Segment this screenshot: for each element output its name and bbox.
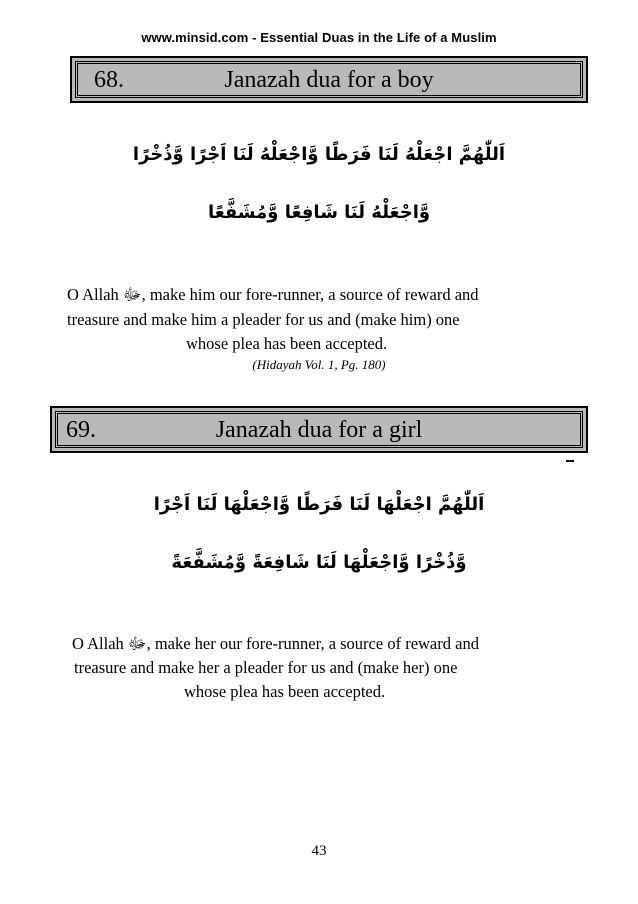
dua-69-translation-line-2: treasure and make her a pleader for us and (make her) one [74,658,458,677]
dua-68-title-inner [77,63,581,96]
dua-68-reference: (Hidayah Vol. 1, Pg. 180) [252,357,386,372]
dua-69-title: Janazah dua for a girl [215,417,423,443]
page-header: www.minsid.com - Essential Duas in the Life of a Muslim [141,30,497,45]
dua-68-title: Janazah dua for a boy [224,67,434,93]
dua-68-translation-line-3: whose plea has been accepted. [186,334,388,353]
dua-68-title-box [70,56,588,103]
dua-68-number: 68. [94,67,124,93]
dua-69-translation-line-1: O Allah ﷻ, make her our fore-runner, a source of reward and [72,634,479,653]
dua-69-title-box [50,406,588,453]
dua-69-arabic-line-1: اَللّٰهُمَّ اجْعَلْهَا لَنَا فَرَطًا وَّاجْعَلْهَا لَنَا اَجْرًا [153,494,485,515]
dua-68-translation-line-2: treasure and make him a pleader for us and (make him) one [67,310,460,329]
decorative-tick [566,460,574,462]
dua-69-number: 69. [66,417,96,443]
dua-68-arabic-line-1: اَللّٰهُمَّ اجْعَلْهُ لَنَا فَرَطًا وَّاجْعَلْهُ لَنَا اَجْرًا وَّذُخْرًا [132,144,506,165]
page-number: 43 [311,843,327,859]
dua-69-arabic-line-2: وَّذُخْرًا وَّاجْعَلْهَا لَنَا شَافِعَةً وَّمُشَفَّعَةً [171,552,467,573]
dua-68-arabic-line-2: وَّاجْعَلْهُ لَنَا شَافِعًا وَّمُشَفَّعًا [207,202,431,223]
dua-68-translation-line-1: O Allah ﷻ, make him our fore-runner, a source of reward and [67,285,479,304]
dua-69-title-inner [57,413,581,446]
dua-69-translation-line-3: whose plea has been accepted. [184,682,386,701]
